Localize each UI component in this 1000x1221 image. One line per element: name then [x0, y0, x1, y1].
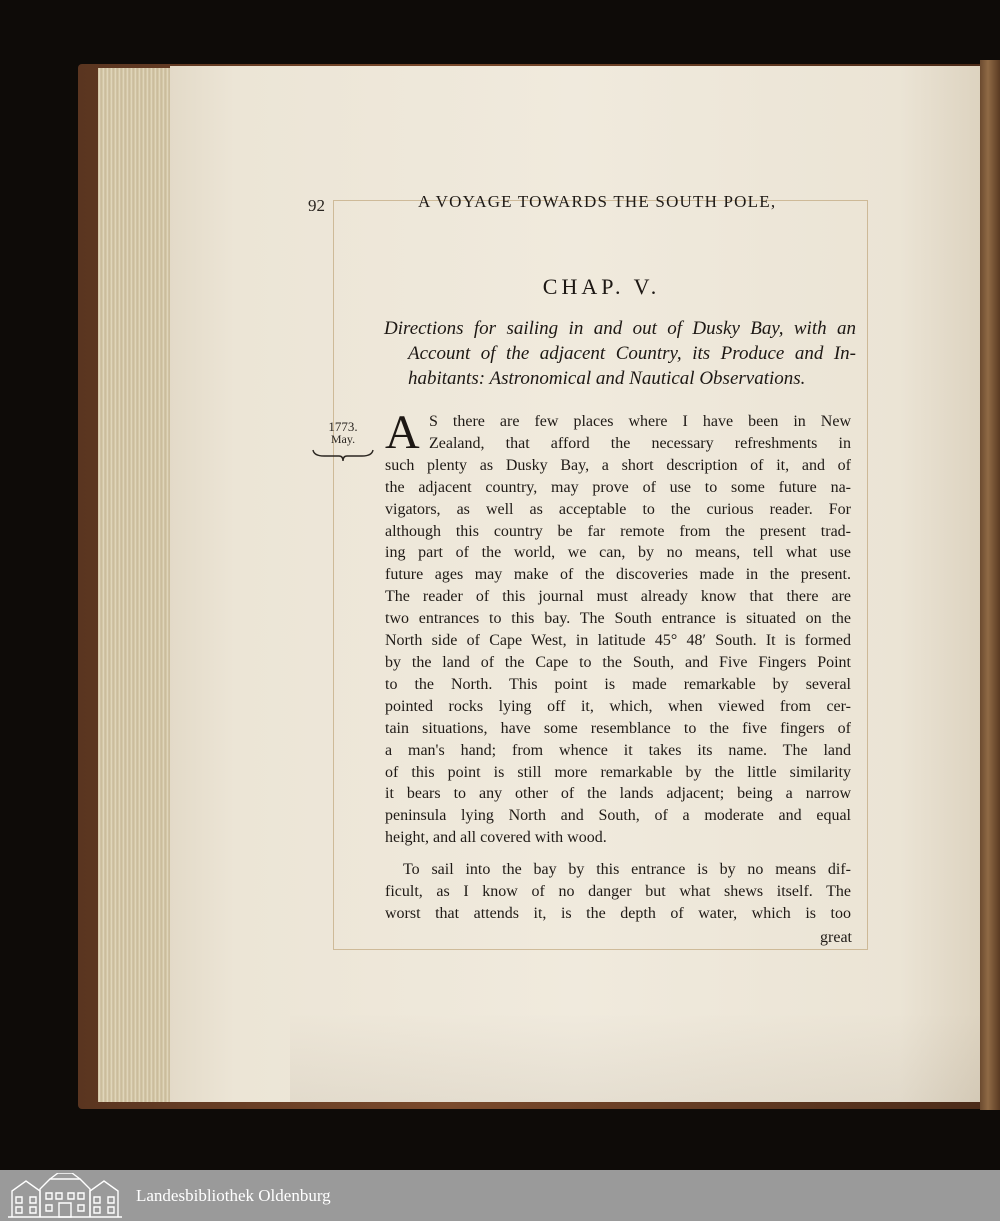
drop-cap: A [385, 406, 420, 459]
text-line: North side of Cape West, in latitude 45° 48′ South. It is formed [385, 632, 851, 650]
text-line: worst that attends it, is the depth of water, which is too [385, 904, 851, 922]
text-line: vigators, as well as acceptable to the curious reader. For [385, 500, 851, 518]
summary-line: habitants: Astronomical and Nautical Observations. [408, 368, 806, 389]
facing-page-edge [980, 60, 1000, 1110]
chapter-title: CHAP. V. [542, 274, 661, 299]
catchword: great [820, 929, 852, 946]
page-shadow [290, 1012, 980, 1102]
text-line: peninsula lying North and South, of a moderate and equal [385, 807, 851, 825]
library-building-logo-icon [6, 1173, 124, 1219]
summary-line: Account of the adjacent Country, its Produce and In- [408, 343, 856, 364]
library-name: Landesbibliothek Oldenburg [136, 1185, 331, 1205]
text-line: to the North. This point is made remarkable by several [385, 675, 851, 693]
brace-ornament-icon [312, 448, 374, 462]
text-line: future ages may make of the discoveries made in the present. [385, 566, 851, 584]
text-line: ficult, as I know of no danger but what shews itself. The [385, 883, 851, 901]
summary-line: Directions for sailing in and out of Dusky Bay, with an [384, 318, 856, 339]
text-line: such plenty as Dusky Bay, a short description of it, and of [385, 456, 851, 474]
running-head: A VOYAGE TOWARDS THE SOUTH POLE, [418, 192, 777, 211]
text-line: although this country be far remote from the present trad- [385, 522, 851, 540]
text-line: by the land of the Cape to the South, and Five Fingers Point [385, 653, 851, 671]
chapter-summary [384, 316, 856, 391]
text-line: ing part of the world, we can, by no means, tell what use [385, 544, 851, 562]
page-number: 92 [308, 196, 325, 215]
text-line: pointed rocks lying off it, which, when viewed from cer- [385, 697, 851, 715]
text-line: the adjacent country, may prove of use to some future na- [385, 478, 851, 496]
margin-date-note [312, 420, 374, 462]
text-line: of this point is still more remarkable by the little similarity [385, 763, 851, 781]
page-edges [98, 68, 172, 1102]
text-line: it bears to any other of the lands adjacent; being a narrow [385, 785, 851, 803]
text-line: S there are few places where I have been in New [429, 413, 851, 430]
text-line: The reader of this journal must already know that there are [385, 588, 851, 606]
footer-bar [0, 1170, 1000, 1221]
text-line: a man's hand; from whence it takes its name. The land [385, 741, 851, 759]
body-text [385, 406, 851, 925]
text-line: tain situations, have some resemblance to the five fingers of [385, 719, 851, 737]
margin-year: 1773. [328, 419, 358, 434]
text-line: height, and all covered with wood. [385, 829, 607, 847]
margin-month: May. [330, 432, 356, 446]
text-line: To sail into the bay by this entrance is by no means dif- [403, 861, 851, 879]
text-line: Zealand, that afford the necessary refreshments in [429, 434, 851, 452]
text-line: two entrances to this bay. The South entrance is situated on the [385, 610, 851, 628]
